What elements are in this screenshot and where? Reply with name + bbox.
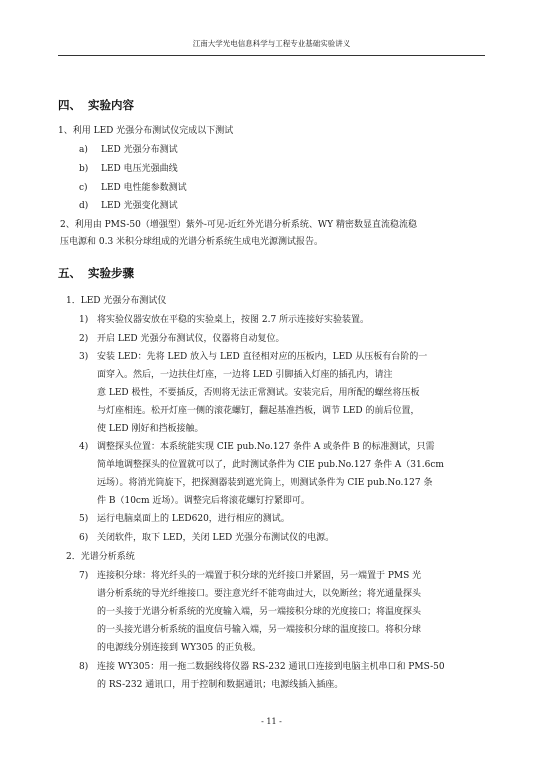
step-line: 谱分析系统的导光纤维接口。要注意光纤不能弯曲过大，以免断丝；将光通量探头 [97, 589, 422, 599]
list-label: d) [79, 201, 89, 211]
paragraph-line: 压电源和 0.3 米积分球组成的光谱分析系统生成电光源测试报告。 [60, 237, 324, 247]
list-item: LED 光强变化测试 [101, 201, 178, 211]
step-number: 2) [79, 334, 89, 344]
step-line: 开启 LED 光强分布测试仪，仪器将自动复位。 [97, 334, 285, 344]
section-heading-content [58, 98, 134, 112]
step-line: 的 RS-232 通讯口，用于控制和数据通讯；电源线插入插座。 [97, 680, 344, 690]
step-line: 远场）。将消光筒旋下，把探测器装到遮光筒上，则测试条件为 CIE pub.No.127 条 [97, 478, 433, 488]
header-title: 江南大学光电信息科学与工程专业基础实验讲义 [192, 39, 351, 48]
step-line: 调整探头位置：本系统能实现 CIE pub.No.127 条件 A 或条件 B 的标准测试，只需 [97, 442, 435, 452]
step-number: 4) [79, 442, 89, 452]
step-number: 5) [79, 514, 89, 524]
list-item: LED 光强分布测试 [101, 145, 178, 155]
step-line: 运行电脑桌面上的 LED620，进行相应的测试。 [97, 514, 290, 524]
step-line: 件 B（10cm 近场）。调整完后将滚花螺钉拧紧即可。 [97, 496, 310, 506]
section-number: 五、 [58, 266, 81, 280]
step-line: 安装 LED：先将 LED 放入与 LED 直径相对应的压板内，LED 从压板有台阶的一 [97, 352, 428, 362]
step-line: 的电源线分别连接到 WY305 的正负极。 [97, 643, 262, 653]
step-line: 的一头接光谱分析系统的温度信号输入端，另一端接积分球的温度接口。将积分球 [97, 625, 422, 635]
step-line: 面穿入。然后，一边扶住灯座，一边将 LED 引脚插入灯座的插孔内，请注 [97, 370, 393, 380]
step-number: 1) [79, 315, 89, 325]
step-line: 使 LED 刚好和挡板接触。 [97, 424, 204, 434]
section-title: 实验内容 [88, 98, 134, 112]
step-number: 8) [79, 662, 89, 672]
step-line: 与灯座相连。松开灯座一侧的滚花螺钉，翻起基准挡板，调节 LED 的前后位置， [97, 406, 420, 416]
step-line: 连接积分球：将光纤头的一端置于积分球的光纤接口并紧固，另一端置于 PMS 光 [97, 571, 422, 581]
list-item: LED 电压光强曲线 [101, 164, 178, 174]
step-line: 连接 WY305：用一拖二数据线将仪器 RS-232 通讯口连接到电脑主机串口和 PMS-50 [97, 662, 445, 672]
page-number: - 11 - [261, 717, 282, 726]
list-item: LED 电性能参数测试 [101, 183, 187, 193]
paragraph-line: 2、利用由 PMS-50（增强型）紫外-可见-近红外光谱分析系统、WY 精密数显直流稳流稳 [60, 220, 417, 230]
section-heading-steps [58, 266, 134, 280]
step-line: 的一头接于光谱分析系统的光度输入端，另一端接积分球的光度接口；将温度探头 [97, 607, 422, 617]
step-line: 将实验仪器安放在平稳的实验桌上，按图 2.7 所示连接好实验装置。 [97, 315, 370, 325]
subsection-title: 1．LED 光强分布测试仪 [66, 296, 167, 306]
step-line: 意 LED 极性，不要插反，否则将无法正常测试。安装完后，用所配的螺丝将压板 [97, 388, 420, 398]
section-number: 四、 [58, 98, 81, 112]
step-line: 关闭软件，取下 LED，关闭 LED 光强分布测试仪的电源。 [97, 533, 335, 543]
step-number: 6) [79, 533, 89, 543]
step-number: 3) [79, 352, 89, 362]
header-rule [58, 55, 485, 56]
section-title: 实验步骤 [88, 266, 134, 280]
step-number: 7) [79, 571, 89, 581]
subsection-title: 2．光谱分析系统 [66, 552, 135, 562]
list-label: b) [79, 164, 89, 174]
list-label: c) [79, 183, 88, 193]
step-line: 简单地调整探头的位置就可以了，此时测试条件为 CIE pub.No.127 条件 A（31.6cm [97, 460, 444, 470]
list-label: a) [79, 145, 88, 155]
content-intro: 1、利用 LED 光强分布测试仪完成以下测试 [58, 126, 234, 136]
